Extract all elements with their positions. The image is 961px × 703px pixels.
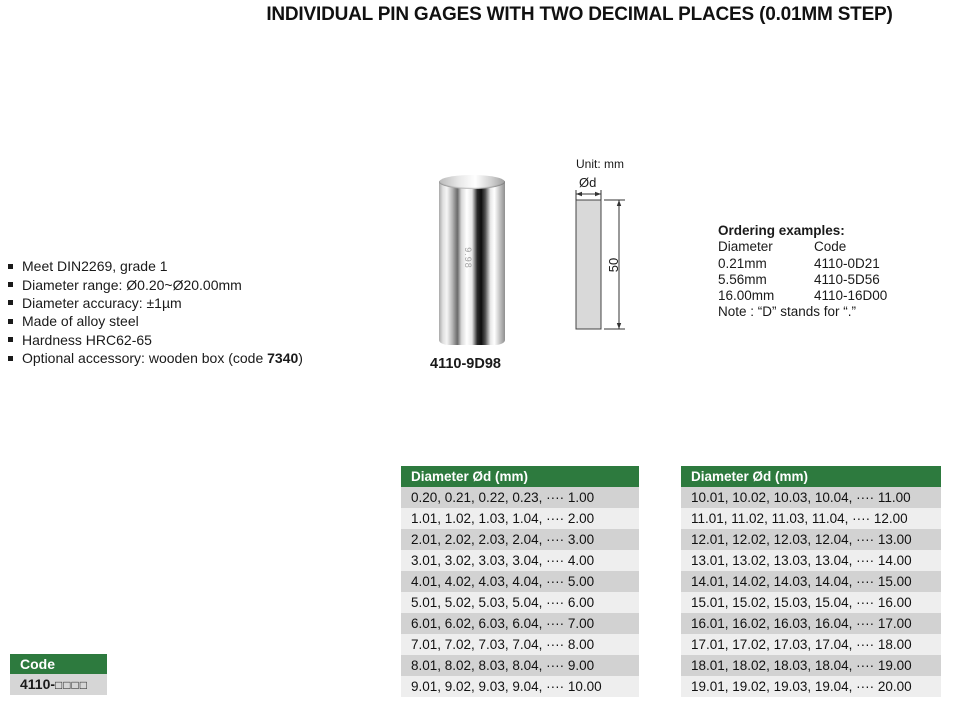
- feature-text: Diameter range: Ø0.20~Ø20.00mm: [22, 276, 242, 293]
- bullet-square-icon: [8, 264, 13, 269]
- bullet-square-icon: [8, 300, 13, 305]
- table-row: 0.20, 0.21, 0.22, 0.23, ···· 1.00: [401, 487, 639, 508]
- feature-list: [8, 257, 303, 367]
- feature-item: [8, 312, 303, 330]
- table-row: 16.01, 16.02, 16.03, 16.04, ···· 17.00: [681, 613, 941, 634]
- ordering-row: 5.56mm 4110-5D56: [718, 271, 880, 287]
- table-row: 14.01, 14.02, 14.03, 14.04, ···· 15.00: [681, 571, 941, 592]
- table-row: 3.01, 3.02, 3.03, 3.04, ···· 4.00: [401, 550, 639, 571]
- table-row: 11.01, 11.02, 11.03, 11.04, ···· 12.00: [681, 508, 941, 529]
- code-box-header: Code: [10, 654, 107, 674]
- ordering-examples: [718, 223, 887, 321]
- accessory-code: 7340: [267, 350, 299, 367]
- table-row: 4.01, 4.02, 4.03, 4.04, ···· 5.00: [401, 571, 639, 592]
- table-row: 13.01, 13.02, 13.03, 13.04, ···· 14.00: [681, 550, 941, 571]
- feature-item: [8, 331, 303, 349]
- dimension-drawing: [565, 185, 635, 340]
- bullet-square-icon: [8, 356, 13, 361]
- feature-item: [8, 294, 303, 312]
- ordering-row: 0.21mm 4110-0D21: [718, 255, 880, 271]
- ordering-note: Note : “D” stands for “.”: [718, 304, 857, 320]
- ordering-row: 16.00mm 4110-16D00: [718, 288, 888, 304]
- pin-model-label: 4110-9D98: [430, 356, 501, 372]
- ordering-heading: Ordering examples:: [718, 223, 845, 238]
- table-row: 10.01, 10.02, 10.03, 10.04, ···· 11.00: [681, 487, 941, 508]
- length-dimension-label: 50: [606, 257, 621, 273]
- ordering-col-code: Code: [814, 239, 847, 255]
- table-row: 6.01, 6.02, 6.03, 6.04, ···· 7.00: [401, 613, 639, 634]
- feature-item: [8, 257, 303, 275]
- table-row: 15.01, 15.02, 15.03, 15.04, ···· 16.00: [681, 592, 941, 613]
- unit-label: Unit: mm: [576, 157, 624, 171]
- code-box-value: 4110-□□□□: [10, 674, 107, 695]
- table-row: 8.01, 8.02, 8.03, 8.04, ···· 9.00: [401, 655, 639, 676]
- feature-text: Made of alloy steel: [22, 313, 139, 330]
- code-placeholder-boxes: □□□□: [55, 678, 89, 692]
- feature-item: [8, 275, 303, 293]
- table-row: 17.01, 17.02, 17.03, 17.04, ···· 18.00: [681, 634, 941, 655]
- pin-engraving: 9.98: [462, 247, 473, 269]
- pin-top-cap: [439, 175, 505, 189]
- table-row: 19.01, 19.02, 19.03, 19.04, ···· 20.00: [681, 676, 941, 697]
- table-header: Diameter Ød (mm): [681, 466, 941, 487]
- bullet-square-icon: [8, 319, 13, 324]
- feature-item-accessory: [8, 349, 303, 367]
- arrow-left-icon: [576, 192, 582, 196]
- pin-gage-photo: [439, 175, 505, 345]
- table-row: 18.01, 18.02, 18.03, 18.04, ···· 19.00: [681, 655, 941, 676]
- table-row: 7.01, 7.02, 7.03, 7.04, ···· 8.00: [401, 634, 639, 655]
- code-box: [10, 654, 107, 695]
- arrow-right-icon: [595, 192, 601, 196]
- table-row: 2.01, 2.02, 2.03, 2.04, ···· 3.00: [401, 529, 639, 550]
- table-row: 1.01, 1.02, 1.03, 1.04, ···· 2.00: [401, 508, 639, 529]
- arrow-down-icon: [617, 323, 621, 329]
- feature-text: Optional accessory: wooden box (code 7340): [22, 350, 303, 367]
- bullet-square-icon: [8, 337, 13, 342]
- ordering-col-diameter: Diameter: [718, 239, 773, 255]
- feature-text: Hardness HRC62-65: [22, 331, 152, 348]
- table-row: 5.01, 5.02, 5.03, 5.04, ···· 6.00: [401, 592, 639, 613]
- diameter-table-left: [401, 466, 639, 697]
- table-row: 9.01, 9.02, 9.03, 9.04, ···· 10.00: [401, 676, 639, 697]
- feature-text: Meet DIN2269, grade 1: [22, 258, 168, 275]
- pin-outline-rect: [576, 200, 601, 329]
- table-header: Diameter Ød (mm): [401, 466, 639, 487]
- arrow-up-icon: [617, 200, 621, 206]
- ordering-header-row: [718, 239, 887, 255]
- page-title: INDIVIDUAL PIN GAGES WITH TWO DECIMAL PLACES (0.01MM STEP): [266, 4, 893, 25]
- feature-text: Diameter accuracy: ±1µm: [22, 294, 182, 311]
- table-row: 12.01, 12.02, 12.03, 12.04, ···· 13.00: [681, 529, 941, 550]
- diameter-table-right: [681, 466, 941, 697]
- bullet-square-icon: [8, 282, 13, 287]
- diameter-dimension-label: Ød: [579, 175, 597, 190]
